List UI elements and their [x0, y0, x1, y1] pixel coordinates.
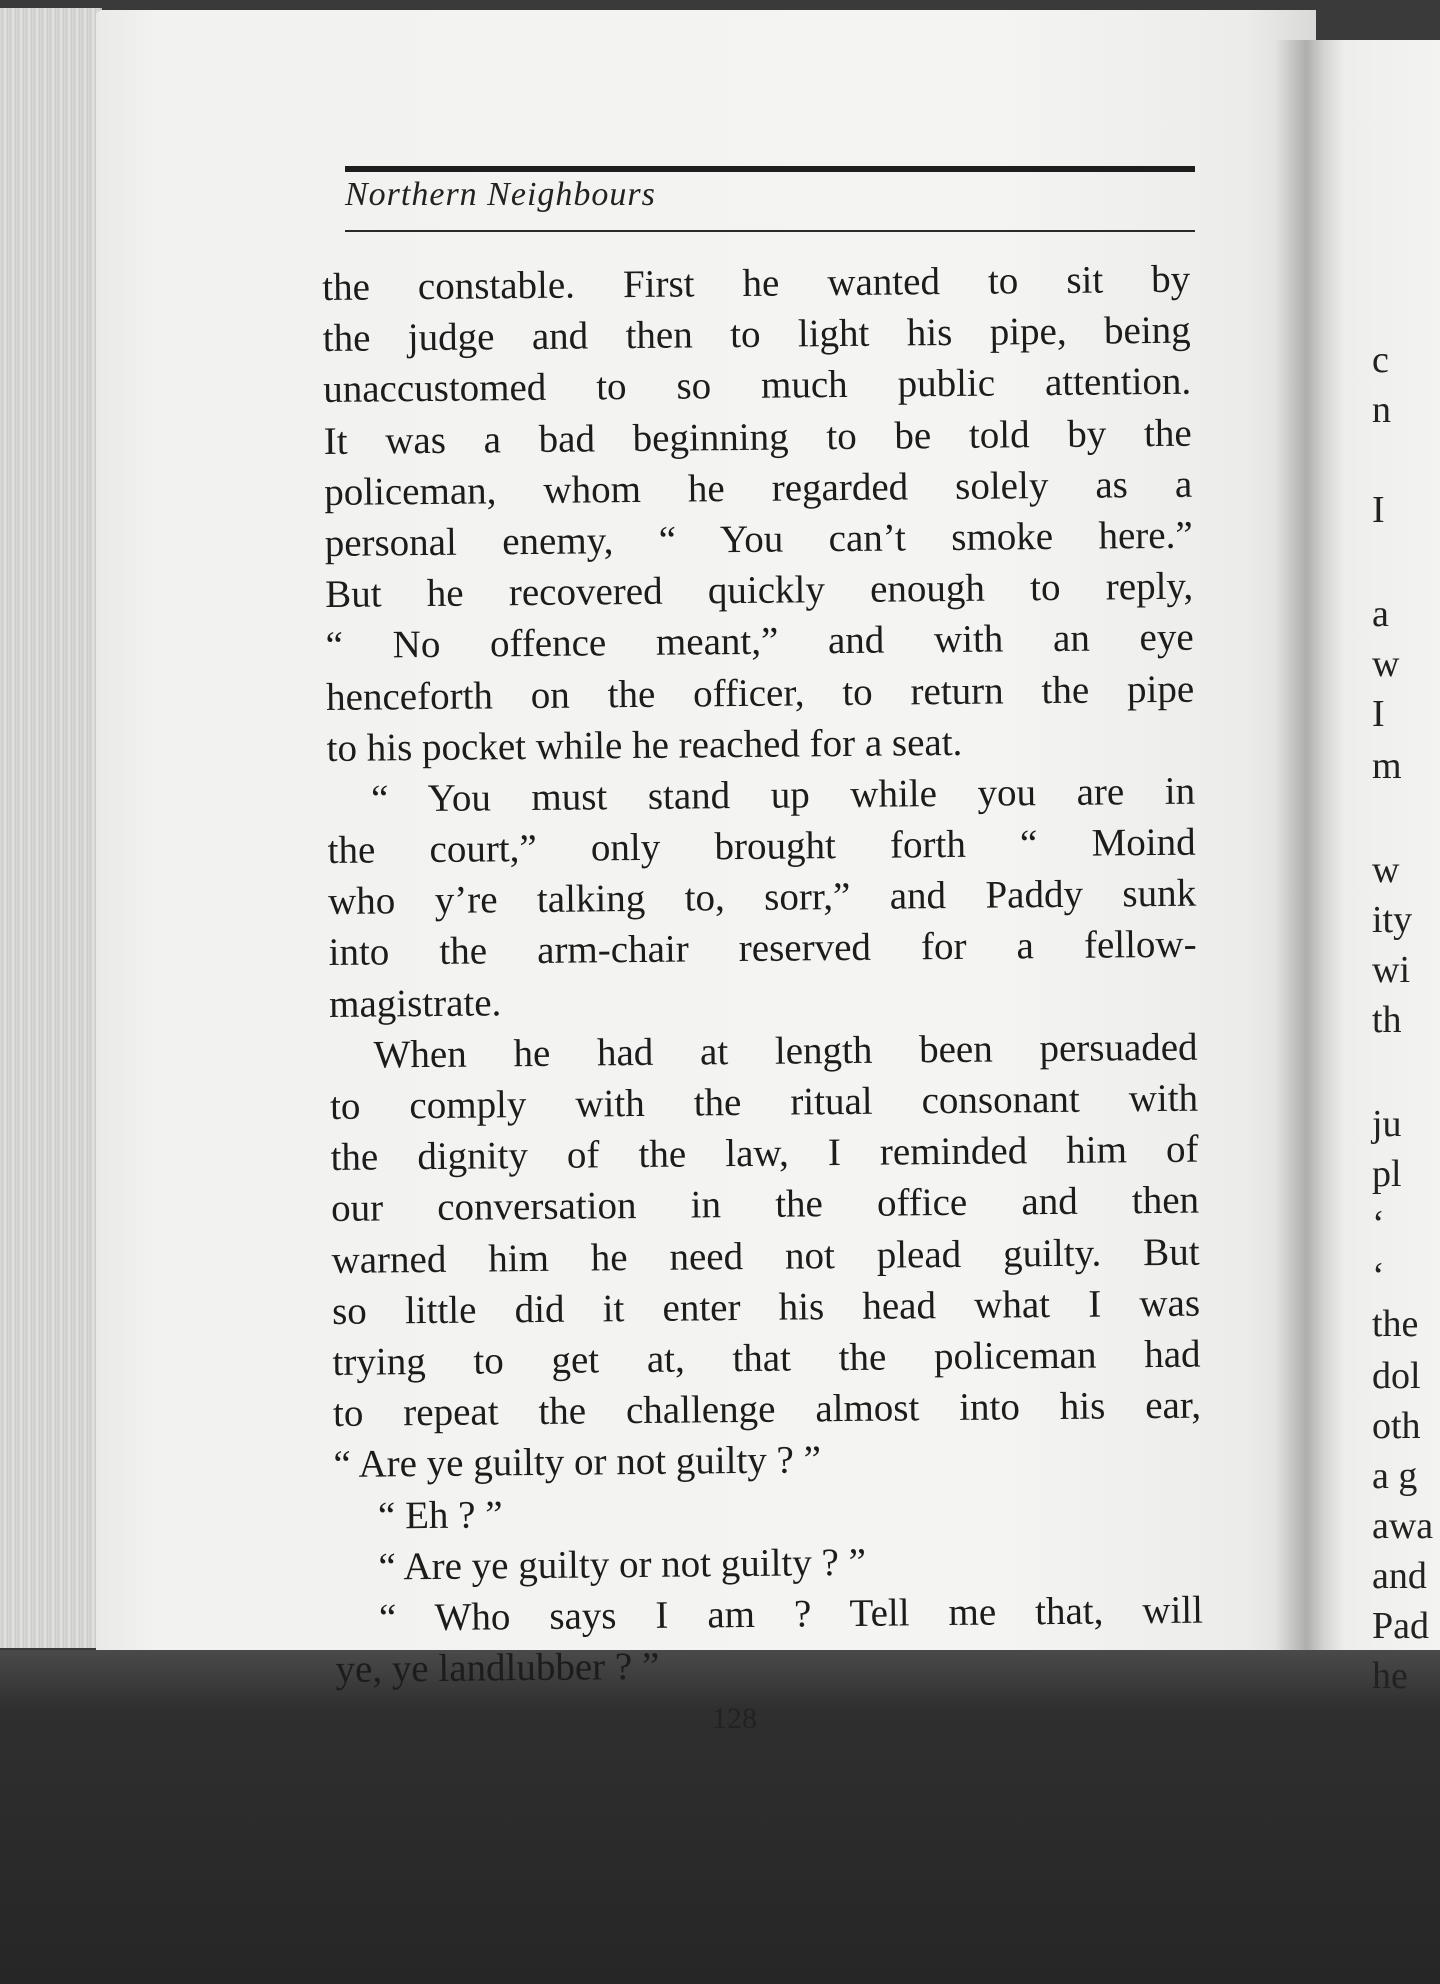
- text-line: to repeat the challenge almost into his ear,: [332, 1383, 1202, 1436]
- facing-page-fragment: awa: [1372, 1505, 1434, 1547]
- header-rule-thick: [345, 166, 1195, 172]
- facing-page-fragment: I: [1372, 693, 1385, 735]
- text-line: personal enemy, “ You can’t smoke here.”: [324, 513, 1193, 565]
- page-number: 128: [712, 1702, 757, 1735]
- facing-page-fragment: c: [1372, 339, 1389, 381]
- text-line: But he recovered quickly enough to reply,: [324, 564, 1194, 617]
- text-line: henceforth on the officer, to return the pipe: [325, 667, 1195, 719]
- text-line: “ Eh ? ”: [377, 1492, 503, 1538]
- text-line: ye, ye landlubber ? ”: [335, 1644, 660, 1691]
- page-edges-stack: [0, 8, 102, 1648]
- facing-page-fragment: a: [1372, 593, 1389, 635]
- text-line: magistrate.: [328, 980, 502, 1026]
- facing-page-fragment: Pad: [1372, 1605, 1429, 1647]
- facing-page-fragment: w: [1372, 849, 1400, 891]
- text-line: our conversation in the office and then: [330, 1179, 1200, 1231]
- facing-page-fragment: n: [1372, 389, 1391, 431]
- text-line: “ Are ye guilty or not guilty ? ”: [378, 1540, 867, 1589]
- text-line: “ Who says I am ? Tell me that, will: [378, 1588, 1204, 1640]
- text-line: When he had at length been persuaded: [373, 1025, 1198, 1077]
- facing-page-fragment: ju: [1372, 1103, 1402, 1145]
- text-line: the dignity of the law, I reminded him of: [330, 1127, 1199, 1180]
- text-line: “ No offence meant,” and with an eye: [325, 615, 1194, 668]
- book-gutter-shadow: [1275, 40, 1345, 1660]
- text-line: trying to get at, that the policeman had: [332, 1332, 1201, 1384]
- facing-page-fragment: he: [1372, 1655, 1408, 1697]
- text-line: to comply with the ritual consonant with: [329, 1076, 1199, 1128]
- facing-page-fragment: a g: [1372, 1455, 1418, 1497]
- text-line: to his pocket while he reached for a seat.: [326, 720, 963, 770]
- text-line: into the arm-chair reserved for a fellow-: [328, 923, 1197, 975]
- facing-page-fragment: pl: [1372, 1153, 1402, 1195]
- facing-page-fragment: I: [1372, 489, 1385, 531]
- facing-page-fragment: th: [1372, 999, 1402, 1041]
- text-line: the court,” only brought forth “ Moind: [327, 820, 1196, 873]
- facing-page-fragment: wi: [1372, 949, 1410, 991]
- text-line: “ Are ye guilty or not guilty ? ”: [333, 1438, 822, 1487]
- facing-page-fragment: ity: [1372, 899, 1413, 941]
- text-line: “ You must stand up while you are in: [370, 769, 1196, 821]
- text-line: the constable. First he wanted to sit by: [322, 257, 1191, 309]
- facing-page-fragment: m: [1372, 745, 1402, 787]
- running-head: Northern Neighbours: [345, 176, 656, 213]
- facing-page-fragment: w: [1372, 643, 1400, 685]
- text-line: unaccustomed to so much public attention.: [323, 360, 1192, 412]
- facing-page-fragment: ‘: [1372, 1255, 1385, 1297]
- text-line: the judge and then to light his pipe, being: [322, 308, 1191, 361]
- text-line: who y’re talking to, sorr,” and Paddy sunk: [327, 871, 1197, 924]
- facing-page-fragment: dol: [1372, 1355, 1421, 1397]
- facing-page-fragment: ‘: [1372, 1203, 1385, 1245]
- text-line: policeman, whom he regarded solely as a: [324, 462, 1193, 514]
- facing-page-fragment: oth: [1372, 1405, 1421, 1447]
- text-line: so little did it enter his head what I was: [331, 1281, 1201, 1333]
- text-line: It was a bad beginning to be told by the: [323, 411, 1192, 463]
- body-text: [322, 254, 1204, 1696]
- header-rule-thin: [345, 230, 1195, 232]
- text-line: warned him he need not plead guilty. But: [331, 1230, 1200, 1282]
- facing-page-fragment: and: [1372, 1555, 1427, 1597]
- facing-page-fragment: the: [1372, 1303, 1419, 1345]
- bottom-scan-border: [0, 1650, 1440, 1984]
